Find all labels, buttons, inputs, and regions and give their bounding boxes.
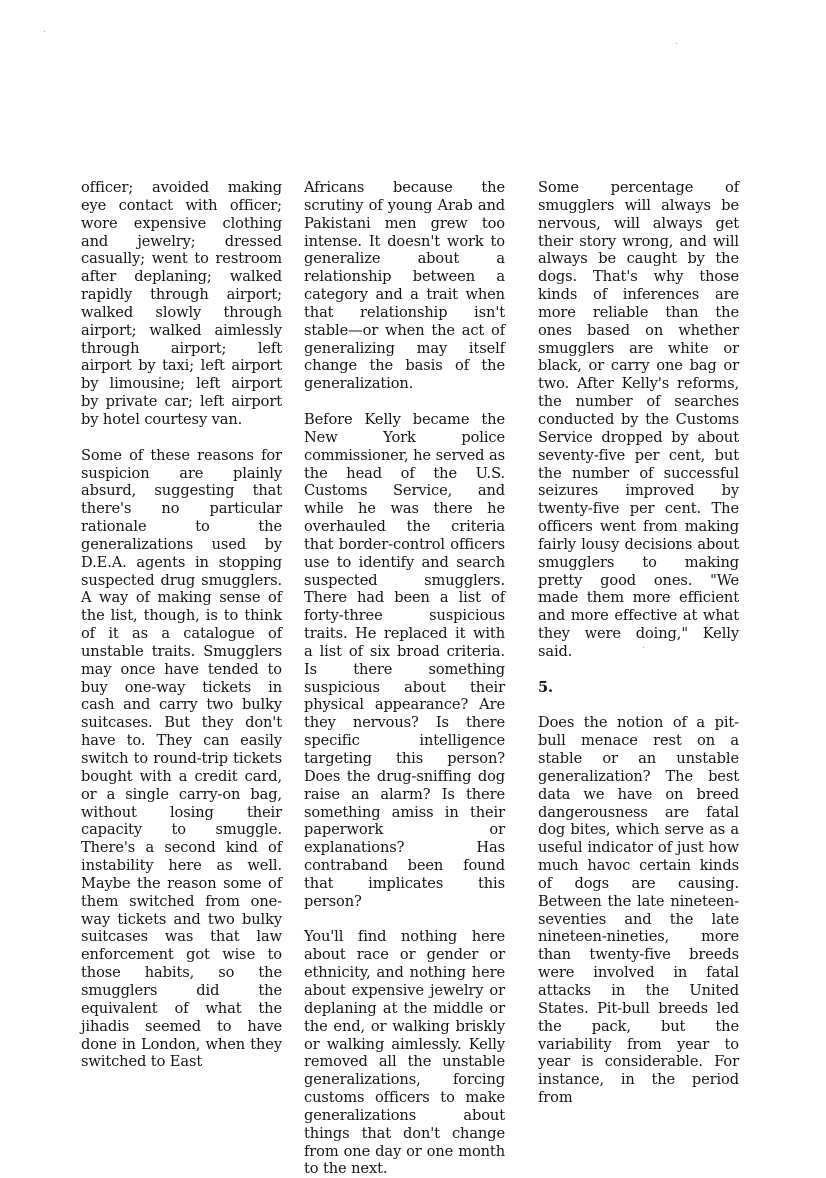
paragraph: officer; avoided making eye contact with officer; wore expensive clothing and jewelry; dressed casually; went to restroom after deplaning; walked rapidly through airport; walked slowly through airport; walked aimlessly through airport; left airport by taxi; left airport by limousine; left airport by private car; left airport by hotel courtesy van. bbox=[81, 179, 282, 428]
paragraph: Some of these reasons for suspicion are plainly absurd, suggesting that there's no particular rationale to the generalizations used by D.E.A. agents in stopping suspected drug smugglers. A way of making sense of the list, though, is to think of it as a catalogue of unstable traits. Smugglers may once have tended to buy one-way tickets in cash and carry two bulky suitcases. But they don't have to. They can easily switch to round-trip tickets bought with a credit card, or a single carry-on bag, without losing their capacity to smuggle. There's a second kind of instability here as well. Maybe the reason some of them switched from one-way tickets and two bulky suitcases was that law enforcement got wise to those habits, so the smugglers did the equivalent of what the jihadis seemed to have done in London, when they switched to East bbox=[81, 446, 282, 1071]
scan-speck bbox=[44, 31, 45, 32]
text-column-3 bbox=[538, 179, 739, 1107]
scan-speck bbox=[676, 43, 677, 44]
paragraph: Some percentage of smugglers will always be nervous, will always get their story wrong, and will always be caught by the dogs. That's why those kinds of inferences are more reliable than the ones based on whether smugglers are white or black, or carry one bag or two. After Kelly's reforms, the number of searches conducted by the Customs Service dropped by about seventy-five per cent, but the number of successful seizures improved by twenty-five per cent. The officers went from making fairly lousy decisions about smugglers to making pretty good ones. "We made them more efficient and more effective at what they were doing," Kelly said. bbox=[538, 179, 739, 660]
paragraph: Does the notion of a pit-bull menace rest on a stable or an unstable generalization? The best data we have on breed dangerousness are fatal dog bites, which serve as a useful indicator of just how much havoc certain kinds of dogs are causing. Between the late nineteen-seventies and the late nineteen-nineties, more than twenty-five breeds were involved in fatal attacks in the United States. Pit-bull breeds led the pack, but the variability from year to year is considerable. For instance, in the period from bbox=[538, 714, 739, 1107]
section-number: 5. bbox=[538, 678, 554, 696]
text-column-1 bbox=[81, 179, 282, 1071]
paragraph: You'll find nothing here about race or gender or ethnicity, and nothing here about expensive jewelry or deplaning at the middle or the end, or walking briskly or walking aimlessly. Kelly removed all the unstable generalizations, forcing customs officers to make generalizations about things that don't change from one day or one month to the next. bbox=[304, 928, 505, 1178]
paragraph: Africans because the scrutiny of young Arab and Pakistani men grew too intense. It doesn't work to generalize about a relationship between a category and a trait when that relationship isn't stable—or when the act of generalizing may itself change the basis of the generalization. bbox=[304, 179, 505, 393]
paragraph: Before Kelly became the New York police commissioner, he served as the head of the U.S. Customs Service, and while he was there he overhauled the criteria that border-control officers use to identify and search suspected smugglers. There had been a list of forty-three suspicious traits. He replaced it with a list of six broad criteria. Is there something suspicious about their physical appearance? Are they nervous? Is there specific intelligence targeting this person? Does the drug-sniffing dog raise an alarm? Is there something amiss in their paperwork or explanations? Has contraband been found that implicates this person? bbox=[304, 410, 505, 910]
text-column-2 bbox=[304, 179, 505, 1178]
